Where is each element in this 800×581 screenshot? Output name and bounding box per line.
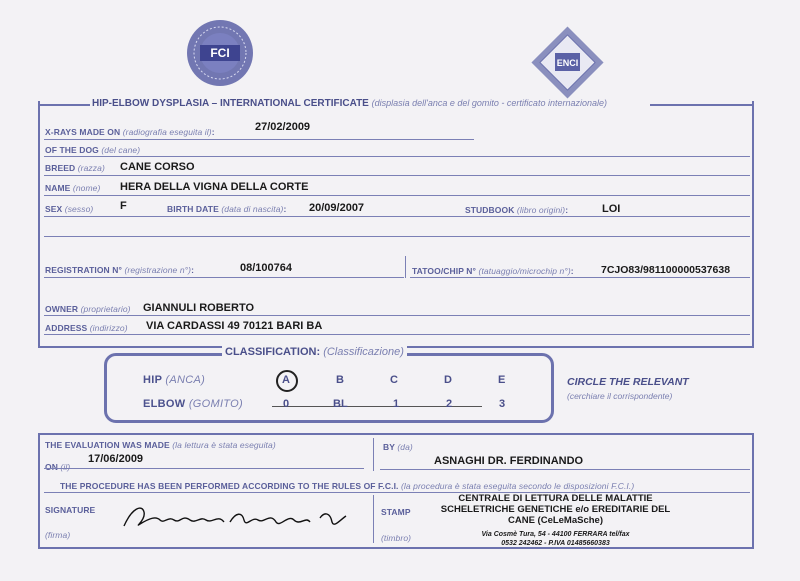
xrays-label: X-RAYS MADE ON (radiografia eseguita il): xyxy=(45,127,215,137)
elbow-grade-3[interactable]: 3 xyxy=(499,398,506,410)
fci-logo-text: FCI xyxy=(210,46,230,60)
registration-value: 08/100764 xyxy=(240,262,292,274)
by-label: BY (da) xyxy=(383,442,413,452)
enci-logo xyxy=(525,20,610,105)
stamp-line-2: SCHELETRICHE GENETICHE e/o EREDITARIE DEL xyxy=(440,504,671,515)
classification-title: CLASSIFICATION: (Classificazione) xyxy=(222,346,407,358)
birth-label: BIRTH DATE (data di nascita): xyxy=(167,204,287,214)
circle-relevant-label-italian: (cerchiare il corrispondente) xyxy=(567,391,673,401)
sex-label: SEX (sesso) xyxy=(45,204,94,214)
elbow-grade-bl[interactable]: BL xyxy=(333,398,348,410)
address-value: VIA CARDASSI 49 70121 BARI BA xyxy=(146,320,323,332)
tatoo-value: 7CJO83/981100000537638 xyxy=(601,264,731,276)
stamp-label: STAMP xyxy=(381,507,411,517)
classification-box xyxy=(104,353,554,423)
stamp-label-italian: (timbro) xyxy=(381,533,412,543)
owner-value: GIANNULI ROBERTO xyxy=(143,302,255,314)
evaluation-date: 17/06/2009 xyxy=(88,453,144,465)
signature xyxy=(120,498,350,534)
sex-value: F xyxy=(120,200,127,212)
procedure-note: THE PROCEDURE HAS BEEN PERFORMED ACCORDING TO THE RULES OF F.C.I. (la procedura è stata eseguita secondo le disposizioni F.C.I.) xyxy=(60,481,635,491)
signature-label: SIGNATURE xyxy=(45,505,96,515)
hip-grade-c[interactable]: C xyxy=(390,374,398,386)
stamp-address-2: 0532 242462 - P.IVA 01485660383 xyxy=(501,540,610,547)
breed-label: BREED (razza) xyxy=(45,163,105,173)
dog-label: OF THE DOG (del cane) xyxy=(45,145,141,155)
hip-label: HIP (ANCA) xyxy=(143,374,206,386)
hip-grade-a[interactable]: A xyxy=(282,374,290,386)
owner-label: OWNER (proprietario) xyxy=(45,304,131,314)
studbook-value: LOI xyxy=(602,203,621,215)
address-label: ADDRESS (indirizzo) xyxy=(45,323,128,333)
on-label: ON (il) xyxy=(45,462,71,472)
name-label: NAME (nome) xyxy=(45,183,101,193)
evaluation-label: THE EVALUATION WAS MADE (la lettura è stata eseguita) xyxy=(45,440,276,450)
signature-label-italian: (firma) xyxy=(45,530,71,540)
birth-value: 20/09/2007 xyxy=(309,202,365,214)
hip-grade-b[interactable]: B xyxy=(336,374,344,386)
name-value: HERA DELLA VIGNA DELLA CORTE xyxy=(120,181,309,193)
elbow-grade-1[interactable]: 1 xyxy=(393,398,400,410)
evaluator-name: ASNAGHI DR. FERDINANDO xyxy=(434,455,584,467)
tatoo-label: TATOO/CHIP N° (tatuaggio/microchip n°): xyxy=(412,266,574,276)
elbow-grade-2[interactable]: 2 xyxy=(446,398,453,410)
enci-logo-text: ENCI xyxy=(556,58,579,68)
stamp-line-3: CANE (CeLeMaSche) xyxy=(507,515,604,526)
breed-value: CANE CORSO xyxy=(120,161,195,173)
stamp xyxy=(408,493,703,548)
xrays-value: 27/02/2009 xyxy=(255,121,311,133)
studbook-label: STUDBOOK (libro origini): xyxy=(465,205,569,215)
hip-grade-d[interactable]: D xyxy=(444,374,452,386)
page-title: HIP-ELBOW DYSPLASIA – INTERNATIONAL CERTIFICATE xyxy=(92,98,369,109)
header xyxy=(38,98,754,114)
hip-grade-a-circle xyxy=(276,370,298,392)
elbow-grade-0[interactable]: 0 xyxy=(283,398,290,410)
hip-grade-e[interactable]: E xyxy=(498,374,506,386)
fci-logo xyxy=(185,18,255,88)
stamp-line-1: CENTRALE DI LETTURA DELLE MALATTIE xyxy=(458,493,653,504)
stamp-address-1: Via Cosmè Tura, 54 - 44100 FERRARA tel/fax xyxy=(481,531,630,538)
circle-relevant-label: CIRCLE THE RELEVANT xyxy=(567,376,689,388)
registration-label: REGISTRATION N° (registrazione n°): xyxy=(45,265,195,275)
elbow-label: ELBOW (GOMITO) xyxy=(143,398,243,410)
page-title-italian: (displasia dell'anca e del gomito - certificato internazionale) xyxy=(371,98,607,108)
